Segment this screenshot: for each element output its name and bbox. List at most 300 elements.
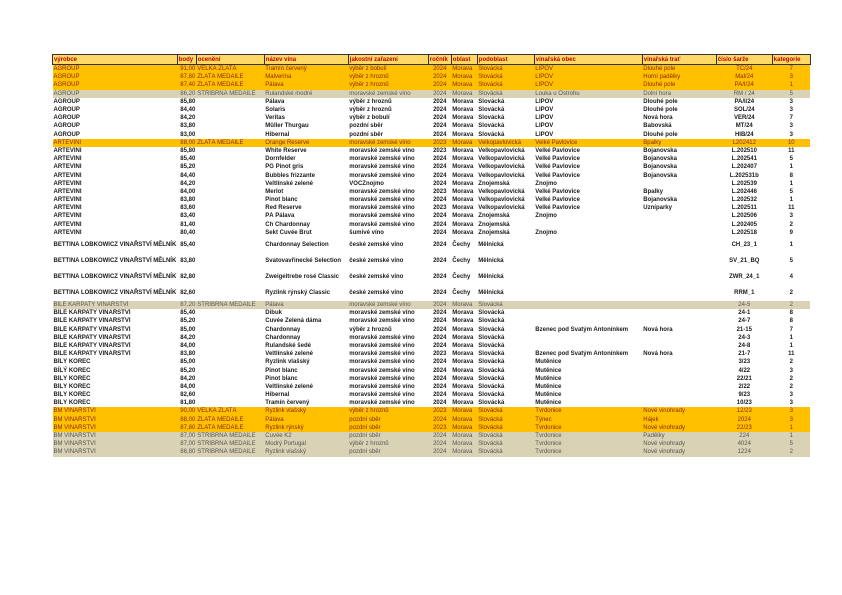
- table-cell: BÍLÝ KOREC: [53, 367, 91, 374]
- table-cell: 2023: [433, 188, 447, 195]
- table-row: [53, 440, 811, 448]
- table-cell: [196, 114, 264, 122]
- table-cell: Morava: [452, 205, 474, 212]
- table-cell: 2024: [433, 98, 447, 105]
- table-cell: L202412: [732, 139, 756, 146]
- table-cell: BM VINAŘSTVÍ: [53, 441, 96, 448]
- table-cell: Velké Pavlovice: [535, 197, 580, 204]
- table-cell: ARTEVINI: [53, 139, 82, 146]
- table-cell: Morava: [452, 66, 473, 73]
- table-cell: TČ/24: [736, 66, 753, 73]
- table-cell: Morava: [452, 90, 473, 97]
- table-cell: LIPOV: [535, 107, 554, 114]
- table-cell: VOCZnojmo: [349, 180, 384, 187]
- table-cell: 8: [789, 172, 793, 179]
- table-cell: 2024: [433, 107, 447, 114]
- table-cell: Tvrdonice: [535, 449, 562, 456]
- table-cell: [642, 342, 716, 350]
- table-cell: Morava: [452, 164, 474, 171]
- table-cell: 8: [789, 318, 793, 325]
- table-cell: Louka u Ostrohu: [535, 90, 580, 97]
- table-cell: moravské zemské víno: [349, 221, 415, 228]
- table-cell: Veltlínské zelené: [265, 180, 313, 187]
- table-cell: 2024: [433, 164, 447, 171]
- table-cell: Morava: [452, 123, 474, 130]
- column-header: oblast: [451, 55, 477, 65]
- table-cell: Morava: [452, 156, 474, 163]
- table-cell: moravské zemské víno: [349, 310, 415, 317]
- table-cell: 83,80: [180, 351, 196, 358]
- table-cell: Dibuk: [265, 310, 282, 317]
- table-cell: Mutěnice: [535, 392, 562, 399]
- table-cell: [642, 229, 716, 237]
- table-cell: Tramín červený: [265, 66, 307, 73]
- table-cell: ARTEVINI: [53, 180, 82, 187]
- table-cell: Pálava: [265, 82, 284, 89]
- table-cell: Dlouhé pole: [643, 66, 676, 73]
- table-cell: RM / 24: [733, 90, 755, 97]
- table-cell: 2023: [433, 424, 447, 431]
- table-cell: L.202446: [731, 188, 757, 195]
- table-cell: 2024: [433, 449, 447, 456]
- table-cell: 4/22: [738, 367, 751, 374]
- table-cell: 9: [789, 229, 793, 236]
- table-cell: 2: [789, 383, 793, 390]
- table-cell: Hájek: [643, 416, 659, 423]
- table-cell: AGROUP: [53, 131, 80, 138]
- table-cell: Slovácká: [478, 90, 503, 97]
- table-cell: 2024: [433, 131, 447, 138]
- table-cell: BETTINA LOBKOWICZ VINAŘSTVÍ MĚLNÍK: [53, 257, 177, 264]
- table-cell: Velkopavlovická: [478, 147, 525, 154]
- table-cell: VELKÁ ZLATÁ: [197, 66, 237, 73]
- table-cell: [196, 350, 264, 358]
- table-cell: české zemské víno: [349, 273, 404, 280]
- table-cell: Slovácká: [478, 367, 505, 374]
- table-cell: 84,20: [180, 180, 196, 187]
- table-cell: Slovácká: [478, 433, 503, 440]
- table-cell: Ryzlink rýnský: [265, 424, 304, 431]
- table-cell: 2024: [433, 156, 447, 163]
- table-cell: Morava: [452, 400, 474, 407]
- table-cell: 85,20: [180, 318, 196, 325]
- table-cell: výběr z hroznů: [349, 98, 392, 105]
- table-cell: 2024: [433, 359, 447, 366]
- table-cell: 85,80: [180, 98, 196, 105]
- table-cell: 85,00: [180, 326, 196, 333]
- table-row: [53, 90, 811, 98]
- table-cell: CH_23_1: [731, 241, 757, 248]
- table-cell: Čechy: [452, 273, 471, 280]
- table-cell: Slovácká: [478, 359, 505, 366]
- table-cell: 1: [789, 164, 793, 171]
- table-cell: 2024: [433, 123, 447, 130]
- table-cell: [196, 366, 264, 374]
- table-cell: Morava: [452, 98, 474, 105]
- table-cell: moravské zemské víno: [349, 188, 415, 195]
- table-cell: 2024: [433, 326, 447, 333]
- table-cell: Mutěnice: [535, 383, 562, 390]
- table-cell: [534, 221, 642, 229]
- table-cell: Slovácká: [478, 74, 503, 81]
- table-cell: HIB/24: [734, 131, 754, 138]
- table-cell: Tvrdonice: [535, 424, 562, 431]
- table-cell: [642, 212, 716, 220]
- table-row: [53, 399, 811, 407]
- table-cell: 7: [789, 115, 793, 122]
- table-cell: 2024: [433, 400, 447, 407]
- table-cell: Morava: [452, 74, 473, 81]
- table-cell: 84,00: [180, 383, 196, 390]
- table-cell: Nová hora: [643, 115, 673, 122]
- table-cell: 11: [788, 351, 795, 358]
- table-cell: BÍLÉ KARPATY VINAŘSTVÍ: [53, 342, 131, 349]
- table-cell: 2024: [433, 392, 447, 399]
- table-cell: ARTEVINI: [53, 197, 82, 204]
- table-cell: [196, 399, 264, 407]
- table-cell: 3: [789, 400, 793, 407]
- table-cell: 2024: [433, 289, 447, 296]
- table-cell: Veltlínské zelené: [265, 383, 313, 390]
- table-cell: Morava: [452, 383, 474, 390]
- table-cell: 5: [789, 156, 793, 163]
- table-cell: 85,00: [180, 359, 196, 366]
- table-cell: [196, 212, 264, 220]
- table-cell: [642, 309, 716, 317]
- table-cell: 21-7: [738, 351, 751, 358]
- table-cell: BÍLÝ KOREC: [53, 400, 91, 407]
- table-cell: 2024: [433, 115, 447, 122]
- table-cell: Znojemská: [478, 229, 510, 236]
- table-cell: [196, 106, 264, 114]
- table-cell: Čechy: [452, 241, 471, 248]
- table-cell: [534, 285, 642, 301]
- table-cell: AGROUP: [53, 74, 80, 81]
- table-cell: 7: [789, 66, 793, 73]
- table-cell: [642, 269, 716, 285]
- table-cell: 84,20: [180, 334, 196, 341]
- table-cell: Mělnická: [478, 273, 504, 280]
- table-cell: Mutěnice: [535, 359, 562, 366]
- table-cell: výběr z hroznů: [349, 326, 392, 333]
- table-cell: STŘÍBRNÁ MEDAILE: [197, 441, 256, 448]
- table-cell: Čechy: [452, 257, 471, 264]
- table-cell: 2024: [433, 416, 447, 423]
- table-cell: 88,00: [180, 416, 196, 423]
- table-cell: moravské zemské víno: [349, 383, 415, 390]
- table-cell: výběr z bobulí: [349, 66, 387, 73]
- table-cell: Bojanovska: [643, 147, 677, 154]
- table-cell: Velkopavlovická: [478, 156, 525, 163]
- table-cell: 3: [789, 74, 793, 81]
- table-cell: 2: [789, 221, 793, 228]
- table-cell: AGROUP: [53, 82, 80, 89]
- table-cell: 3: [789, 416, 793, 423]
- table-cell: 2024: [433, 180, 447, 187]
- table-cell: [534, 309, 642, 317]
- table-cell: BÍLÉ KARPATY VINAŘSTVÍ: [53, 326, 131, 333]
- table-row: [53, 375, 811, 383]
- results-table: [52, 54, 811, 457]
- table-cell: 4: [789, 273, 793, 280]
- table-cell: LIPOV: [535, 123, 554, 130]
- table-cell: [196, 253, 264, 269]
- table-cell: BÍLÉ KARPATY VINAŘSTVÍ: [53, 310, 131, 317]
- table-cell: 82,80: [180, 273, 196, 280]
- table-cell: Morava: [452, 424, 473, 431]
- table-cell: 1: [789, 82, 793, 89]
- table-cell: moravské zemské víno: [349, 367, 415, 374]
- table-cell: moravské zemské víno: [349, 172, 415, 179]
- table-cell: Velké Pavlovice: [535, 164, 580, 171]
- table-cell: moravské zemské víno: [349, 156, 415, 163]
- table-cell: RRM_1: [734, 289, 755, 296]
- table-cell: Znojmo: [535, 229, 557, 236]
- table-cell: 224: [739, 433, 750, 440]
- table-cell: 2024: [433, 441, 447, 448]
- table-row: [53, 317, 811, 325]
- table-cell: Morava: [452, 115, 474, 122]
- column-header: výrobce: [53, 55, 178, 65]
- table-cell: L.202407: [731, 164, 757, 171]
- column-header: vinařská obec: [534, 55, 642, 65]
- table-row: [53, 212, 811, 220]
- table-cell: šumivé víno: [349, 229, 384, 236]
- table-cell: 2024: [433, 318, 447, 325]
- table-row: [53, 350, 811, 358]
- table-cell: Red Reserve: [265, 205, 302, 212]
- table-cell: BM VINAŘSTVÍ: [53, 424, 96, 431]
- table-cell: Dlouhé pole: [643, 98, 678, 105]
- table-cell: moravské zemské víno: [349, 147, 415, 154]
- table-cell: české zemské víno: [349, 289, 404, 296]
- table-cell: Morava: [452, 351, 474, 358]
- table-cell: Morava: [452, 107, 474, 114]
- table-cell: [196, 171, 264, 179]
- table-cell: 2024: [433, 383, 447, 390]
- table-cell: 2/22: [738, 383, 751, 390]
- column-header: body: [177, 55, 196, 65]
- table-cell: [642, 334, 716, 342]
- table-cell: 83,80: [180, 197, 196, 204]
- table-cell: Bojanovska: [643, 164, 677, 171]
- table-cell: Veritas: [265, 115, 285, 122]
- table-cell: STŘÍBRNÁ MEDAILE: [197, 302, 256, 309]
- table-cell: Morava: [452, 180, 474, 187]
- table-cell: Mutěnice: [535, 400, 562, 407]
- table-cell: BÍLÉ KARPATY VINAŘSTVÍ: [53, 351, 131, 358]
- table-cell: 5: [789, 257, 793, 264]
- table-cell: Slovácká: [478, 383, 505, 390]
- table-cell: 3: [789, 98, 793, 105]
- table-cell: 2024: [433, 229, 447, 236]
- table-cell: Zweigeltrebe rosé Classic: [265, 273, 339, 280]
- table-cell: PA/I/24: [734, 82, 754, 89]
- table-cell: L.202518: [731, 229, 757, 236]
- table-cell: Morava: [452, 229, 474, 236]
- table-cell: Hibernal: [265, 392, 290, 399]
- table-cell: výběr z hroznů: [349, 107, 392, 114]
- table-cell: Slovácká: [478, 392, 505, 399]
- table-cell: 2024: [433, 213, 447, 220]
- column-header: vinařská trať: [642, 55, 716, 65]
- table-cell: Slovácká: [478, 310, 505, 317]
- table-cell: Slovácká: [478, 326, 505, 333]
- table-cell: 2024: [433, 197, 447, 204]
- table-cell: Morava: [452, 213, 474, 220]
- table-cell: L.202539: [731, 180, 757, 187]
- table-row: [53, 358, 811, 366]
- table-cell: Nové vinohrady: [643, 408, 685, 415]
- table-cell: Morava: [452, 188, 474, 195]
- table-cell: L.202506: [731, 213, 757, 220]
- table-cell: Morava: [452, 139, 473, 146]
- table-cell: 2: [789, 375, 793, 382]
- table-cell: [642, 383, 716, 391]
- table-cell: [534, 317, 642, 325]
- table-cell: MT/24: [735, 123, 753, 130]
- table-cell: Čechy: [452, 289, 471, 296]
- table-cell: Znojemská: [478, 180, 510, 187]
- table-cell: 83,60: [180, 205, 196, 212]
- table-cell: [642, 221, 716, 229]
- table-cell: 84,40: [180, 172, 196, 179]
- table-cell: Nové vinohrady: [643, 449, 685, 456]
- table-cell: VELKÁ ZLATÁ: [197, 408, 237, 415]
- table-cell: moravské zemské víno: [349, 375, 415, 382]
- table-cell: Velké Pavlovice: [535, 188, 580, 195]
- table-cell: Pálava: [265, 416, 284, 423]
- table-cell: pozdní sběr: [349, 416, 381, 423]
- table-cell: [534, 342, 642, 350]
- table-row: [53, 196, 811, 204]
- table-cell: Chardonnay: [265, 326, 301, 333]
- table-cell: 9/23: [738, 392, 751, 399]
- table-cell: 11: [788, 147, 795, 154]
- table-cell: [534, 334, 642, 342]
- table-cell: 2: [789, 449, 793, 456]
- table-cell: Solaris: [265, 107, 286, 114]
- table-cell: L.202405: [731, 221, 757, 228]
- table-row: [53, 301, 811, 309]
- table-cell: 85,40: [180, 156, 196, 163]
- table-cell: Ryzlink vlašský: [265, 449, 306, 456]
- table-cell: [196, 131, 264, 139]
- table-cell: Slovácká: [478, 98, 505, 105]
- table-cell: 24-3: [738, 334, 751, 341]
- table-cell: Sekt Cuvée Brut: [265, 229, 312, 236]
- table-cell: [196, 229, 264, 237]
- table-cell: moravské zemské víno: [349, 400, 415, 407]
- table-cell: Slovácká: [478, 351, 505, 358]
- table-cell: 87,00: [180, 441, 196, 448]
- table-cell: 84,20: [180, 375, 196, 382]
- table-cell: 87,80: [180, 74, 196, 81]
- table-cell: [196, 122, 264, 130]
- table-cell: 2023: [433, 351, 447, 358]
- table-cell: 2024: [433, 342, 447, 349]
- table-cell: 83,00: [180, 131, 196, 138]
- table-cell: Pinot blanc: [265, 375, 298, 382]
- table-cell: Morava: [452, 147, 474, 154]
- table-cell: ZLATÁ MEDAILE: [197, 424, 244, 431]
- table-cell: AGROUP: [53, 98, 80, 105]
- table-cell: [196, 155, 264, 163]
- table-cell: Mělnická: [478, 257, 504, 264]
- table-cell: Rulandské modré: [265, 90, 313, 97]
- table-cell: [642, 237, 716, 253]
- table-cell: Velkopavlovická: [478, 164, 525, 171]
- table-cell: Nová hora: [643, 326, 673, 333]
- table-cell: 86,20: [180, 90, 196, 97]
- table-cell: Mělnická: [478, 289, 504, 296]
- table-cell: STŘÍBRNÁ MEDAILE: [197, 449, 256, 456]
- table-cell: 7: [789, 326, 793, 333]
- table-cell: [642, 366, 716, 374]
- table-cell: ZWR_24_1: [729, 273, 760, 280]
- table-cell: ARTEVINI: [53, 205, 82, 212]
- table-cell: BM VINAŘSTVÍ: [53, 408, 96, 415]
- table-cell: [196, 358, 264, 366]
- table-cell: Babovská: [643, 123, 672, 130]
- table-cell: LIPOV: [535, 98, 554, 105]
- table-cell: moravské zemské víno: [349, 164, 415, 171]
- table-cell: 21-15: [736, 326, 752, 333]
- table-cell: moravské zemské víno: [349, 139, 411, 146]
- table-cell: moravské zemské víno: [349, 302, 411, 309]
- table-cell: [196, 326, 264, 334]
- table-cell: [642, 391, 716, 399]
- table-cell: 87,40: [180, 82, 196, 89]
- table-cell: SOL/24: [733, 107, 755, 114]
- table-cell: Morava: [452, 359, 474, 366]
- table-cell: 3: [789, 123, 793, 130]
- table-cell: Tvrdonice: [535, 408, 562, 415]
- table-row: [53, 424, 811, 432]
- table-row: [53, 73, 811, 81]
- table-cell: Slovácká: [478, 342, 505, 349]
- table-cell: 85,20: [180, 367, 196, 374]
- table-cell: Chardonnay: [265, 334, 301, 341]
- table-cell: 81,80: [180, 400, 196, 407]
- table-row: [53, 155, 811, 163]
- table-cell: Rulandské šedé: [265, 342, 311, 349]
- table-cell: výběr z hroznů: [349, 74, 389, 81]
- table-cell: 85,20: [180, 164, 196, 171]
- table-cell: moravské zemské víno: [349, 392, 415, 399]
- table-cell: Slovácká: [478, 424, 503, 431]
- table-row: [53, 131, 811, 139]
- table-cell: Morava: [452, 326, 474, 333]
- table-cell: moravské zemské víno: [349, 342, 415, 349]
- table-cell: [196, 317, 264, 325]
- table-cell: STŘÍBRNÁ MEDAILE: [197, 90, 256, 97]
- table-cell: ARTEVINI: [53, 213, 82, 220]
- column-header: ročník: [428, 55, 451, 65]
- table-cell: PÁ Pálava: [265, 213, 295, 220]
- table-cell: 5: [789, 188, 793, 195]
- table-cell: 83,80: [180, 257, 196, 264]
- table-cell: Velké Pavlovice: [535, 139, 578, 146]
- table-cell: Hibernal: [265, 131, 290, 138]
- table-cell: Dornfelder: [265, 156, 296, 163]
- table-cell: Bpalky: [643, 139, 662, 146]
- table-cell: ARTEVINI: [53, 172, 82, 179]
- table-row: [53, 432, 811, 440]
- table-cell: Velké Pavlovice: [535, 156, 580, 163]
- table-cell: 81,40: [180, 221, 196, 228]
- table-cell: [534, 269, 642, 285]
